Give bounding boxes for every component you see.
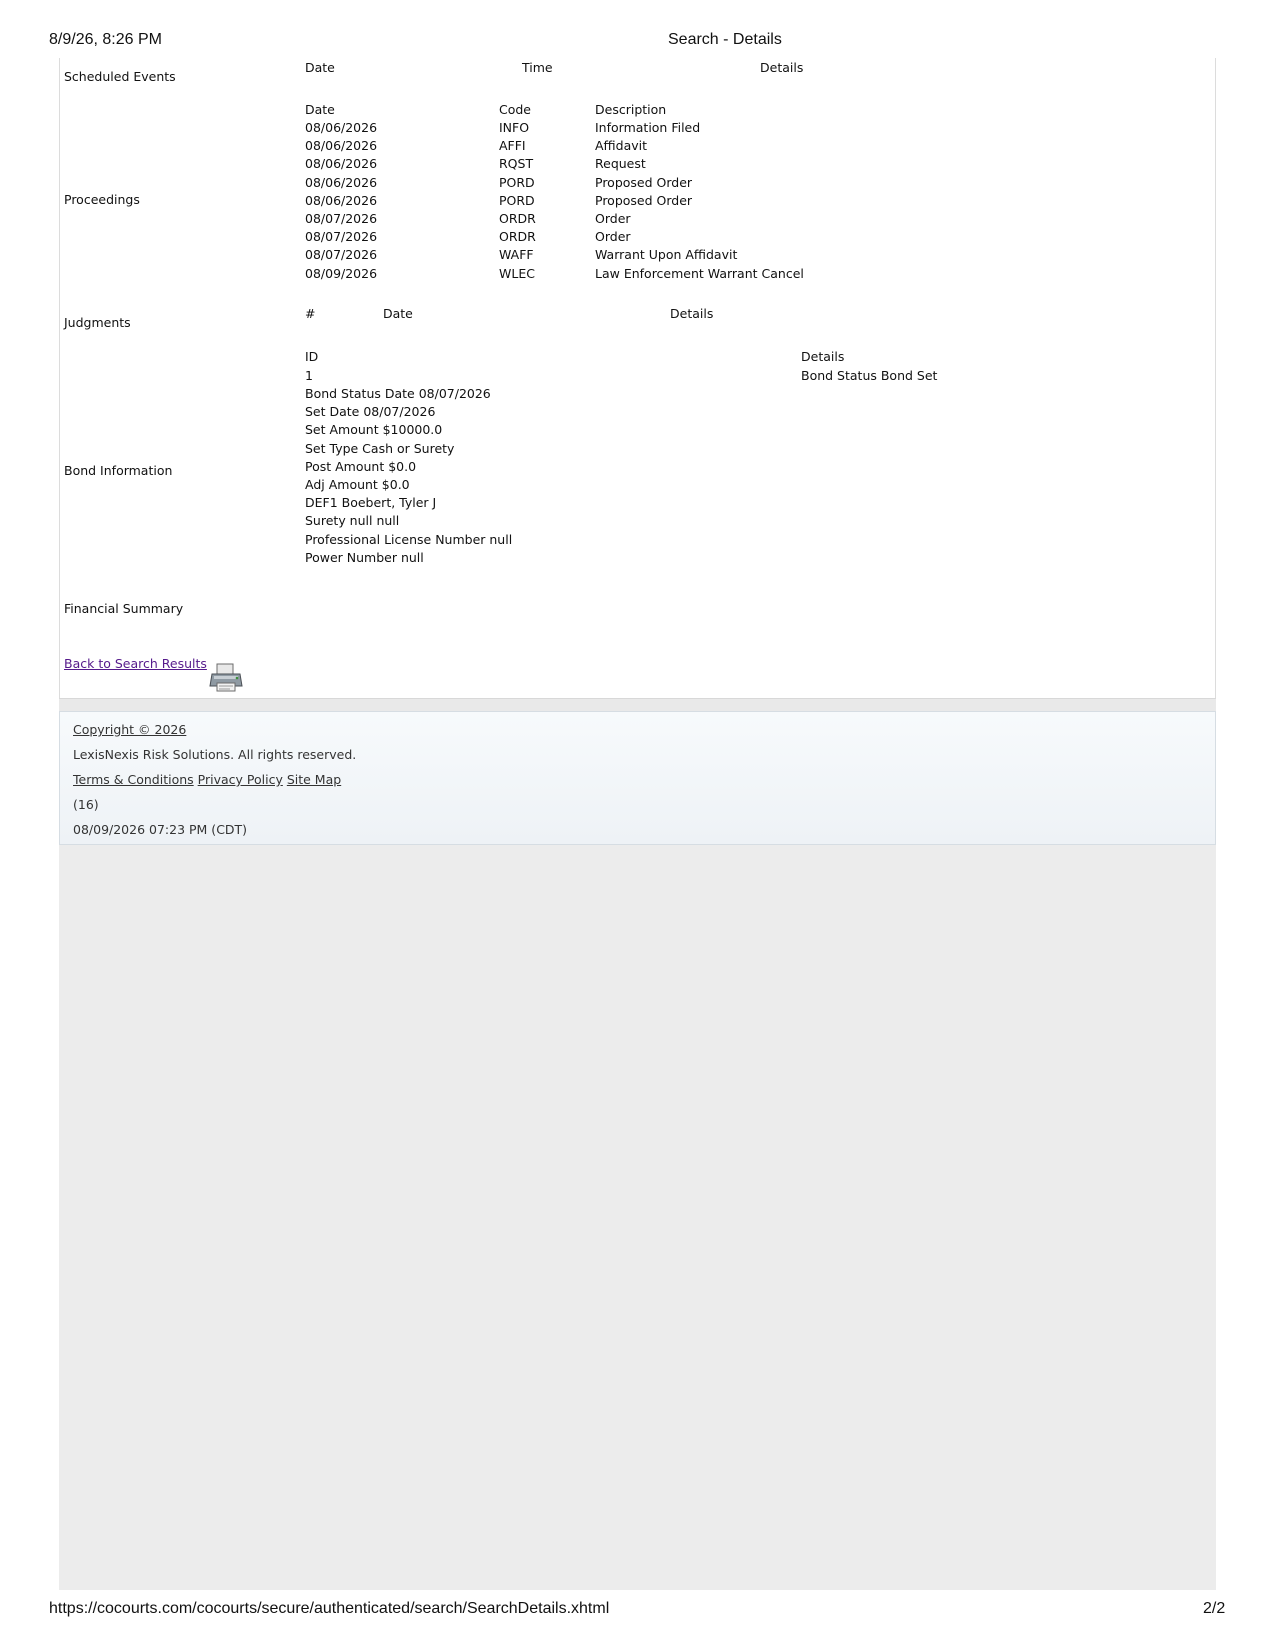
proceeding-date: 08/07/2026	[305, 211, 378, 226]
bond-detail-line: Set Type Cash or Surety	[305, 440, 455, 456]
bond-detail-line: Professional License Number null	[305, 531, 513, 547]
proceeding-code: WAFF	[499, 247, 534, 263]
proceedings-header-code: Code	[499, 102, 532, 117]
judgments-label: Judgments	[64, 315, 131, 330]
rights-text: LexisNexis Risk Solutions. All rights reserved.	[73, 747, 357, 762]
proceeding-date: 08/06/2026	[305, 192, 378, 208]
proceeding-code: PORD	[499, 174, 535, 190]
bond-detail-line: Power Number null	[305, 549, 424, 565]
proceeding-description: Order	[595, 211, 631, 226]
proceedings-label: Proceedings	[64, 192, 140, 207]
bond-information-label: Bond Information	[64, 463, 173, 478]
proceeding-description: Law Enforcement Warrant Cancel	[595, 265, 804, 281]
bond-detail-line: Bond Status Date 08/07/2026	[305, 386, 491, 401]
bond-detail-line: Set Date 08/07/2026	[305, 404, 436, 420]
proceeding-date: 08/07/2026	[305, 229, 378, 245]
print-header-datetime: 8/9/26, 8:26 PM	[49, 31, 162, 48]
proceeding-code: ORDR	[499, 211, 536, 226]
proceeding-date: 08/07/2026	[305, 247, 378, 263]
back-to-search-results-link[interactable]: Back to Search Results	[64, 656, 207, 671]
proceeding-date: 08/06/2026	[305, 174, 378, 190]
judgments-header-date: Date	[383, 306, 413, 321]
proceedings-header-description: Description	[595, 102, 667, 117]
bond-detail-line: Post Amount $0.0	[305, 458, 417, 474]
proceeding-code: RQST	[499, 156, 534, 172]
bond-detail-line: Surety null null	[305, 513, 400, 529]
bond-header-id: ID	[305, 349, 319, 364]
print-footer-url: https://cocourts.com/cocourts/secure/authenticated/search/SearchDetails.xhtml	[49, 1600, 610, 1617]
sitemap-link[interactable]: Site Map	[286, 772, 342, 787]
terms-link[interactable]: Terms & Conditions	[73, 772, 194, 787]
proceeding-description: Proposed Order	[595, 174, 693, 190]
proceeding-description: Warrant Upon Affidavit	[595, 247, 738, 263]
proceeding-code: INFO	[499, 120, 530, 135]
proceeding-date: 08/09/2026	[305, 265, 378, 281]
proceeding-description: Affidavit	[595, 138, 648, 154]
footer-timestamp: 08/09/2026 07:23 PM (CDT)	[73, 822, 248, 837]
proceeding-date: 08/06/2026	[305, 156, 378, 172]
footer-links	[73, 772, 341, 788]
bond-detail-line: DEF1 Boebert, Tyler J	[305, 495, 437, 511]
footer-count: (16)	[73, 797, 99, 812]
copyright-link[interactable]: Copyright © 2026	[73, 722, 187, 737]
proceeding-date: 08/06/2026	[305, 120, 378, 135]
scheduled-events-header-date: Date	[305, 60, 335, 75]
page-frame	[59, 58, 1216, 1590]
print-header-title: Search - Details	[668, 31, 782, 48]
judgments-header-number: #	[305, 306, 316, 321]
scheduled-events-label: Scheduled Events	[64, 69, 176, 84]
financial-summary-label: Financial Summary	[64, 601, 184, 616]
scheduled-events-header-details: Details	[760, 60, 804, 75]
proceeding-description: Order	[595, 229, 631, 245]
proceeding-code: PORD	[499, 192, 535, 208]
separator-band	[59, 698, 1216, 712]
bond-details-value: Bond Status Bond Set	[801, 368, 938, 383]
printer-icon[interactable]	[208, 662, 244, 694]
site-footer	[59, 711, 1216, 845]
print-footer-page-number: 2/2	[1203, 1600, 1226, 1617]
proceeding-description: Proposed Order	[595, 192, 693, 208]
bond-header-details: Details	[801, 349, 845, 364]
bond-detail-line: Adj Amount $0.0	[305, 477, 410, 492]
proceeding-code: AFFI	[499, 138, 526, 154]
bond-detail-line: Set Amount $10000.0	[305, 422, 443, 438]
privacy-link[interactable]: Privacy Policy	[197, 772, 283, 787]
proceeding-code: WLEC	[499, 265, 535, 281]
proceeding-date: 08/06/2026	[305, 138, 378, 154]
proceeding-code: ORDR	[499, 229, 536, 245]
case-details-panel	[59, 58, 1216, 698]
judgments-header-details: Details	[670, 306, 714, 321]
scheduled-events-header-time: Time	[522, 60, 553, 75]
proceedings-header-date: Date	[305, 102, 335, 117]
proceeding-description: Request	[595, 156, 646, 172]
proceeding-description: Information Filed	[595, 120, 701, 135]
bond-id-value: 1	[305, 368, 313, 383]
